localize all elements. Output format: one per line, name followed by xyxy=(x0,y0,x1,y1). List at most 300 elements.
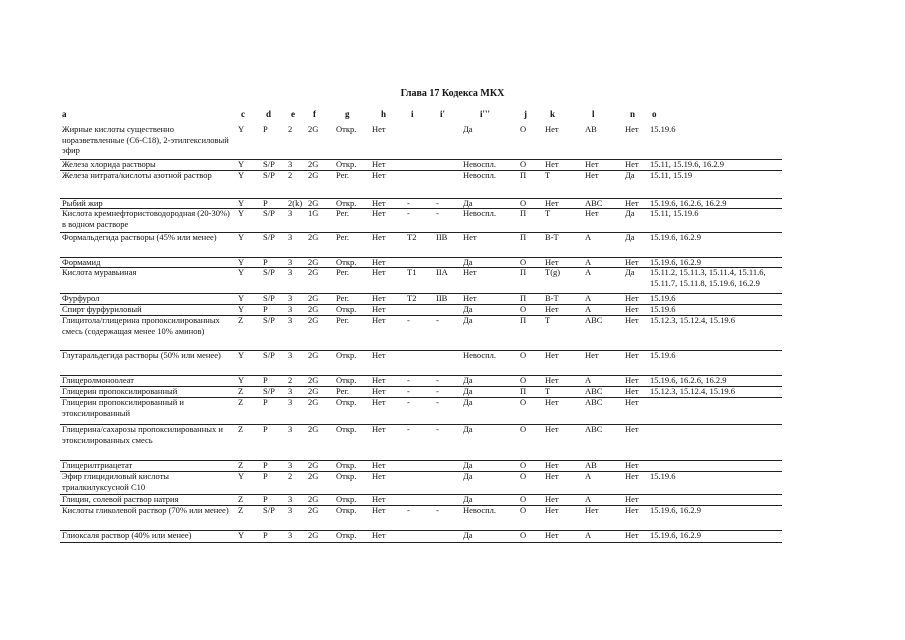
cell-i3: Да xyxy=(463,375,473,385)
cell-a: Железа хлорида растворы xyxy=(62,159,156,169)
cell-e: 3 xyxy=(288,257,293,267)
cell-h: Нет xyxy=(372,208,386,218)
cell-n: Да xyxy=(625,170,635,180)
cell-o: 15.19.6, 16.2.9 xyxy=(650,505,701,515)
cell-i3: Да xyxy=(463,460,473,470)
cell-d: P xyxy=(263,257,268,267)
cell-n: Нет xyxy=(625,505,639,515)
cell-j: П xyxy=(520,170,527,180)
cell-g: Откр. xyxy=(336,530,357,540)
cell-k: Т xyxy=(545,315,551,325)
column-header-h: h xyxy=(381,109,387,119)
cell-n: Нет xyxy=(625,471,639,481)
cell-i: - xyxy=(407,386,410,396)
cell-f: 2G xyxy=(308,471,319,481)
cell-h: Нет xyxy=(372,386,386,396)
cell-k: Т xyxy=(545,170,551,180)
column-header-j: j xyxy=(524,109,527,119)
cell-d: P xyxy=(263,304,268,314)
page-title: Глава 17 Кодекса МКХ xyxy=(400,88,505,99)
cell-j: П xyxy=(520,386,527,396)
cell-j: П xyxy=(520,315,527,325)
cell-g: Откр. xyxy=(336,375,357,385)
cell-a: Эфир глицидиловый кислоты триалкилуксусной С10 xyxy=(62,471,170,492)
cell-h: Нет xyxy=(372,257,386,267)
cell-h: Нет xyxy=(372,124,386,134)
cell-j: O xyxy=(520,494,527,504)
cell-i3: Невоспл. xyxy=(463,505,497,515)
cell-e: 3 xyxy=(288,530,293,540)
cell-d: S/P xyxy=(263,505,275,515)
cell-c: Y xyxy=(238,208,245,218)
column-header-a: a xyxy=(62,109,67,119)
cell-l: A xyxy=(585,293,592,303)
cell-a: Глицерина/сахарозы пропоксилированных и этоксилированных смесь xyxy=(62,424,223,445)
cell-e: 3 xyxy=(288,386,293,396)
cell-d: P xyxy=(263,494,268,504)
cell-i3: Да xyxy=(463,397,473,407)
cell-f: 2G xyxy=(308,257,319,267)
cell-d: P xyxy=(263,375,268,385)
cell-o: 15.12.3, 15.12.4, 15.19.6 xyxy=(650,315,735,325)
cell-i: - xyxy=(407,315,410,325)
cell-f: 2G xyxy=(308,350,319,360)
cell-g: Откр. xyxy=(336,198,357,208)
cell-f: 2G xyxy=(308,315,319,325)
cell-d: S/P xyxy=(263,293,275,303)
cell-e: 3 xyxy=(288,424,293,434)
cell-n: Нет xyxy=(625,304,639,314)
cell-j: П xyxy=(520,267,527,277)
cell-l: Нет xyxy=(585,159,599,169)
cell-d: S/P xyxy=(263,208,275,218)
cell-h: Нет xyxy=(372,505,386,515)
cell-c: Z xyxy=(238,397,244,407)
cell-g: Откр. xyxy=(336,257,357,267)
column-header-i: i xyxy=(411,109,414,119)
cell-c: Y xyxy=(238,293,245,303)
cell-e: 3 xyxy=(288,505,293,515)
cell-k: Нет xyxy=(545,397,559,407)
cell-g: Откр. xyxy=(336,460,357,470)
cell-a: Глицин, солевой раствор натрия xyxy=(62,494,179,504)
cell-h: Нет xyxy=(372,471,386,481)
cell-l: A xyxy=(585,257,592,267)
column-header-f: f xyxy=(313,109,316,119)
cell-c: Y xyxy=(238,232,245,242)
cell-d: S/P xyxy=(263,170,275,180)
column-header-k: k xyxy=(550,109,556,119)
table-row xyxy=(60,232,782,258)
cell-j: O xyxy=(520,505,527,515)
cell-g: Откр. xyxy=(336,505,357,515)
cell-f: 2G xyxy=(308,304,319,314)
cell-c: Y xyxy=(238,350,245,360)
cell-i2: - xyxy=(436,315,439,325)
cell-d: P xyxy=(263,198,268,208)
column-header-i3: i''' xyxy=(480,109,491,119)
cell-c: Z xyxy=(238,494,244,504)
table-row xyxy=(60,471,782,495)
cell-k: Нет xyxy=(545,471,559,481)
cell-a: Глицерилтриацетат xyxy=(62,460,133,470)
cell-k: Нет xyxy=(545,424,559,434)
cell-i2: - xyxy=(436,386,439,396)
cell-o: 15.19.6, 16.2.9 xyxy=(650,257,701,267)
cell-j: O xyxy=(520,304,527,314)
cell-d: P xyxy=(263,471,268,481)
cell-f: 2G xyxy=(308,460,319,470)
cell-n: Нет xyxy=(625,198,639,208)
cell-o: 15.19.6, 16.2.6, 16.2.9 xyxy=(650,375,727,385)
cell-l: A xyxy=(585,494,592,504)
cell-a: Фурфурол xyxy=(62,293,100,303)
cell-i: T1 xyxy=(407,267,417,277)
cell-g: Откр. xyxy=(336,304,357,314)
table-row xyxy=(60,530,782,543)
cell-i3: Да xyxy=(463,494,473,504)
cell-l: A xyxy=(585,530,592,540)
cell-f: 2G xyxy=(308,170,319,180)
cell-j: O xyxy=(520,460,527,470)
cell-i3: Нет xyxy=(463,293,477,303)
cell-l: Нет xyxy=(585,350,599,360)
cell-e: 2 xyxy=(288,471,293,481)
cell-f: 2G xyxy=(308,424,319,434)
cell-a: Жирные кислоты существенно нораэветвленные (С6-С18), 2-этилгексиловый эфир xyxy=(62,124,229,155)
column-header-l: l xyxy=(592,109,595,119)
cell-n: Нет xyxy=(625,494,639,504)
cell-g: Откр. xyxy=(336,350,357,360)
cell-o: 15.19.6 xyxy=(650,293,676,303)
cell-j: П xyxy=(520,232,527,242)
cell-i: - xyxy=(407,198,410,208)
cell-a: Рыбий жир xyxy=(62,198,103,208)
cell-k: T(g) xyxy=(545,267,561,277)
cell-i2: - xyxy=(436,424,439,434)
cell-d: P xyxy=(263,460,268,470)
column-header-e: e xyxy=(291,109,295,119)
cell-j: П xyxy=(520,208,527,218)
cell-a: Формамид xyxy=(62,257,101,267)
cell-k: Нет xyxy=(545,124,559,134)
cell-n: Да xyxy=(625,267,635,277)
table-row xyxy=(60,505,782,531)
table-row xyxy=(60,397,782,425)
cell-c: Y xyxy=(238,375,245,385)
cell-o: 15.19.6 xyxy=(650,350,676,360)
cell-l: A xyxy=(585,375,592,385)
cell-c: Y xyxy=(238,198,245,208)
cell-i3: Невоспл. xyxy=(463,208,497,218)
cell-i2: IIA xyxy=(436,267,448,277)
cell-h: Нет xyxy=(372,397,386,407)
cell-o: 15.11.2, 15.11.3, 15.11.4, 15.11.6, 15.11.7, 15.11.8, 15.19.6, 16.2.9 xyxy=(650,267,766,288)
cell-l: Нет xyxy=(585,170,599,180)
cell-i3: Да xyxy=(463,315,473,325)
cell-a: Глицеролмоноолеат xyxy=(62,375,134,385)
cell-n: Нет xyxy=(625,375,639,385)
cell-j: O xyxy=(520,530,527,540)
cell-k: Нет xyxy=(545,505,559,515)
cell-a: Глицитола/глицерина пропоксилированных смесь (содержащая менее 10% аминов) xyxy=(62,315,220,336)
table-row xyxy=(60,208,782,233)
cell-k: Нет xyxy=(545,304,559,314)
cell-k: Нет xyxy=(545,159,559,169)
cell-l: ABC xyxy=(585,424,603,434)
cell-i2: IIB xyxy=(436,232,448,242)
cell-d: S/P xyxy=(263,159,275,169)
cell-n: Нет xyxy=(625,530,639,540)
cell-c: Y xyxy=(238,530,245,540)
cell-a: Глиоксаля раствор (40% или менее) xyxy=(62,530,192,540)
cell-d: S/P xyxy=(263,315,275,325)
cell-l: ABC xyxy=(585,315,603,325)
cell-c: Z xyxy=(238,505,244,515)
cell-j: O xyxy=(520,397,527,407)
cell-a: Кислота муравьиная xyxy=(62,267,137,277)
cell-f: 2G xyxy=(308,386,319,396)
cell-k: Нет xyxy=(545,460,559,470)
cell-a: Глицерин пропоксилированный и этоксилированный xyxy=(62,397,184,418)
column-header-i2: i' xyxy=(440,109,446,119)
cell-n: Да xyxy=(625,208,635,218)
cell-c: Z xyxy=(238,315,244,325)
cell-i2: - xyxy=(436,375,439,385)
column-header-g: g xyxy=(345,109,350,119)
cell-e: 3 xyxy=(288,293,293,303)
cell-h: Нет xyxy=(372,530,386,540)
cell-f: 2G xyxy=(308,494,319,504)
cell-i: - xyxy=(407,397,410,407)
cell-l: ABC xyxy=(585,397,603,407)
cell-c: Y xyxy=(238,471,245,481)
cell-i3: Невоспл. xyxy=(463,350,497,360)
cell-i2: - xyxy=(436,198,439,208)
cell-g: Откр. xyxy=(336,397,357,407)
cell-c: Z xyxy=(238,460,244,470)
cell-o: 15.11, 15.19 xyxy=(650,170,693,180)
cell-k: Т xyxy=(545,208,551,218)
cell-j: П xyxy=(520,293,527,303)
cell-e: 3 xyxy=(288,460,293,470)
cell-d: S/P xyxy=(263,386,275,396)
cell-f: 2G xyxy=(308,159,319,169)
cell-d: S/P xyxy=(263,267,275,277)
cell-k: Нет xyxy=(545,530,559,540)
cell-l: ABC xyxy=(585,198,603,208)
cell-k: Нет xyxy=(545,350,559,360)
cell-d: P xyxy=(263,424,268,434)
table-row xyxy=(60,267,782,294)
cell-j: O xyxy=(520,198,527,208)
cell-f: 2G xyxy=(308,530,319,540)
cell-i: - xyxy=(407,208,410,218)
cell-n: Нет xyxy=(625,397,639,407)
table-row xyxy=(60,315,782,351)
cell-o: 15.19.6 xyxy=(650,471,676,481)
cell-i3: Невоспл. xyxy=(463,170,497,180)
cell-l: A xyxy=(585,267,592,277)
cell-e: 2 xyxy=(288,170,293,180)
cell-i: - xyxy=(407,375,410,385)
cell-k: Нет xyxy=(545,494,559,504)
cell-e: 3 xyxy=(288,159,293,169)
cell-i3: Да xyxy=(463,471,473,481)
column-header-d: d xyxy=(266,109,272,119)
cell-a: Глицерин пропоксилированный xyxy=(62,386,178,396)
cell-i: - xyxy=(407,505,410,515)
cell-h: Нет xyxy=(372,304,386,314)
cell-g: Откр. xyxy=(336,424,357,434)
cell-i3: Да xyxy=(463,124,473,134)
cell-e: 3 xyxy=(288,315,293,325)
cell-a: Кислота кремнефтористоводородная (20-30%) в водном растворе xyxy=(62,208,230,229)
cell-d: P xyxy=(263,124,268,134)
cell-c: Y xyxy=(238,267,245,277)
cell-l: Нет xyxy=(585,505,599,515)
cell-k: В-Т xyxy=(545,293,559,303)
cell-e: 3 xyxy=(288,304,293,314)
cell-h: Нет xyxy=(372,232,386,242)
cell-i: T2 xyxy=(407,293,417,303)
cell-c: Y xyxy=(238,304,245,314)
cell-i3: Да xyxy=(463,257,473,267)
cell-j: O xyxy=(520,375,527,385)
cell-i3: Да xyxy=(463,304,473,314)
cell-e: 3 xyxy=(288,494,293,504)
column-header-o: o xyxy=(652,109,657,119)
cell-g: Рег. xyxy=(336,232,350,242)
cell-f: 2G xyxy=(308,505,319,515)
cell-l: A xyxy=(585,471,592,481)
cell-e: 3 xyxy=(288,208,293,218)
cell-c: Y xyxy=(238,257,245,267)
table-row xyxy=(60,170,782,199)
cell-i: T2 xyxy=(407,232,417,242)
table-row xyxy=(60,124,782,160)
cell-n: Да xyxy=(625,232,635,242)
cell-d: S/P xyxy=(263,232,275,242)
cell-e: 3 xyxy=(288,232,293,242)
cell-g: Рег. xyxy=(336,386,350,396)
cell-c: Z xyxy=(238,386,244,396)
cell-i: - xyxy=(407,424,410,434)
cell-n: Нет xyxy=(625,424,639,434)
cell-c: Y xyxy=(238,159,245,169)
cell-i2: - xyxy=(436,208,439,218)
cell-c: Y xyxy=(238,170,245,180)
cell-g: Рег. xyxy=(336,315,350,325)
cell-o: 15.19.6 xyxy=(650,124,676,134)
cell-h: Нет xyxy=(372,494,386,504)
cell-i3: Нет xyxy=(463,232,477,242)
cell-o: 15.12.3, 15.12.4, 15.19.6 xyxy=(650,386,735,396)
cell-e: 2 xyxy=(288,124,293,134)
cell-i3: Да xyxy=(463,198,473,208)
cell-n: Нет xyxy=(625,124,639,134)
cell-g: Откр. xyxy=(336,124,357,134)
cell-f: 2G xyxy=(308,198,319,208)
cell-o: 15.19.6 xyxy=(650,304,676,314)
cell-f: 2G xyxy=(308,232,319,242)
cell-f: 1G xyxy=(308,208,319,218)
cell-n: Нет xyxy=(625,293,639,303)
cell-i3: Да xyxy=(463,386,473,396)
cell-h: Нет xyxy=(372,170,386,180)
cell-o: 15.11, 15.19.6, 16.2.9 xyxy=(650,159,725,169)
cell-i3: Нет xyxy=(463,267,477,277)
column-header-c: c xyxy=(241,109,245,119)
cell-n: Нет xyxy=(625,315,639,325)
cell-j: O xyxy=(520,350,527,360)
cell-l: A xyxy=(585,232,592,242)
cell-a: Глутаральдегида растворы (50% или менее) xyxy=(62,350,221,360)
cell-h: Нет xyxy=(372,460,386,470)
cell-n: Нет xyxy=(625,460,639,470)
cell-h: Нет xyxy=(372,375,386,385)
table-row xyxy=(60,350,782,376)
cell-h: Нет xyxy=(372,293,386,303)
cell-h: Нет xyxy=(372,424,386,434)
cell-n: Нет xyxy=(625,386,639,396)
cell-e: 2(k) xyxy=(288,198,303,208)
cell-i2: - xyxy=(436,505,439,515)
cell-g: Рег. xyxy=(336,293,350,303)
cell-j: O xyxy=(520,159,527,169)
cell-g: Откр. xyxy=(336,494,357,504)
cell-n: Нет xyxy=(625,257,639,267)
cell-n: Нет xyxy=(625,159,639,169)
cell-i3: Да xyxy=(463,530,473,540)
column-header-n: n xyxy=(630,109,636,119)
cell-f: 2G xyxy=(308,375,319,385)
cell-g: Рег. xyxy=(336,208,350,218)
cell-e: 3 xyxy=(288,267,293,277)
cell-i2: - xyxy=(436,397,439,407)
cell-k: Т xyxy=(545,386,551,396)
cell-f: 2G xyxy=(308,397,319,407)
cell-k: В-Т xyxy=(545,232,559,242)
cell-g: Рег. xyxy=(336,170,350,180)
cell-h: Нет xyxy=(372,159,386,169)
cell-h: Нет xyxy=(372,267,386,277)
cell-o: 15.11, 15.19.6 xyxy=(650,208,699,218)
cell-f: 2G xyxy=(308,124,319,134)
cell-c: Z xyxy=(238,424,244,434)
cell-g: Откр. xyxy=(336,471,357,481)
cell-j: O xyxy=(520,124,527,134)
cell-d: P xyxy=(263,530,268,540)
cell-a: Железа нитрата/кислоты азотной раствор xyxy=(62,170,212,180)
cell-k: Нет xyxy=(545,198,559,208)
cell-h: Нет xyxy=(372,198,386,208)
cell-c: Y xyxy=(238,124,245,134)
cell-g: Рег. xyxy=(336,267,350,277)
cell-d: P xyxy=(263,397,268,407)
cell-e: 3 xyxy=(288,397,293,407)
cell-l: ABC xyxy=(585,386,603,396)
cell-k: Нет xyxy=(545,375,559,385)
cell-f: 2G xyxy=(308,267,319,277)
cell-i3: Невоспл. xyxy=(463,159,497,169)
cell-o: 15.19.6, 16.2.9 xyxy=(650,530,701,540)
cell-f: 2G xyxy=(308,293,319,303)
cell-a: Формальдегида растворы (45% или менее) xyxy=(62,232,217,242)
cell-l: A xyxy=(585,304,592,314)
cell-h: Нет xyxy=(372,315,386,325)
cell-l: AB xyxy=(585,460,597,470)
